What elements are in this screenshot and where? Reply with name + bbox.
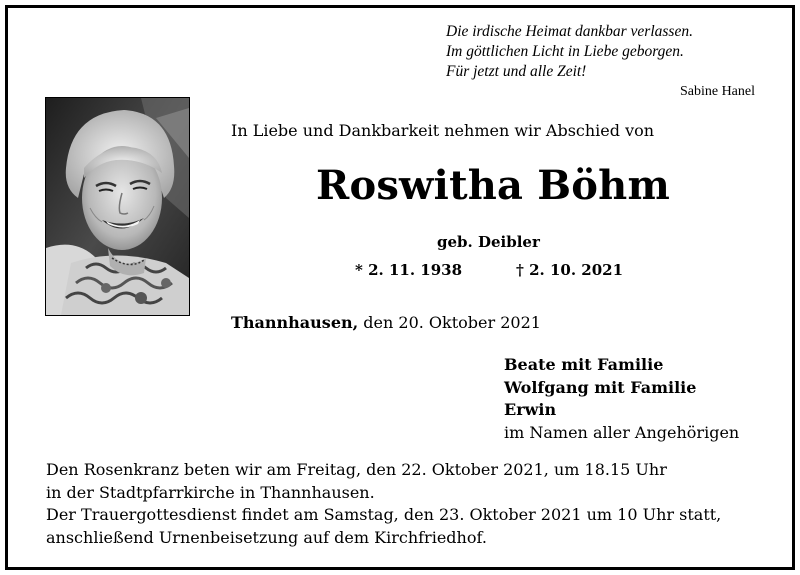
poem-line: Für jetzt und alle Zeit! xyxy=(446,63,587,80)
poem xyxy=(446,22,693,82)
poem-line: Die irdische Heimat dankbar verlassen. xyxy=(446,23,693,40)
date: den 20. Oktober 2021 xyxy=(358,313,541,332)
mourner-note: im Namen aller Angehörigen xyxy=(504,422,740,442)
service-line: anschließend Urnenbeisetzung auf dem Kirchfriedhof. xyxy=(46,527,487,547)
portrait-photo xyxy=(45,97,190,316)
mourner-name: Wolfgang mit Familie xyxy=(504,377,697,397)
mourners xyxy=(504,354,739,444)
service-line: in der Stadtpfarrkirche in Thannhausen. xyxy=(46,482,375,502)
place-date xyxy=(231,313,541,332)
service-line: Der Trauergottesdienst findet am Samstag, den 23. Oktober 2021 um 10 Uhr statt, xyxy=(46,505,722,524)
poem-line: Im göttlichen Licht in Liebe geborgen. xyxy=(446,43,684,60)
place: Thannhausen, xyxy=(231,313,359,332)
service-info xyxy=(46,459,721,549)
service-line: Den Rosenkranz beten wir am Freitag, den 22. Oktober 2021, um 18.15 Uhr xyxy=(46,460,667,479)
death-date: † 2. 10. 2021 xyxy=(516,261,624,279)
poem-author: Sabine Hanel xyxy=(679,84,755,99)
mourner-name: Beate mit Familie xyxy=(504,355,664,374)
intro-text: In Liebe und Dankbarkeit nehmen wir Abschied von xyxy=(231,121,655,140)
mourner-name: Erwin xyxy=(504,400,557,419)
birth-date: * 2. 11. 1938 xyxy=(355,261,463,279)
maiden-name: geb. Deibler xyxy=(437,233,540,251)
deceased-name: Roswitha Böhm xyxy=(316,162,670,209)
